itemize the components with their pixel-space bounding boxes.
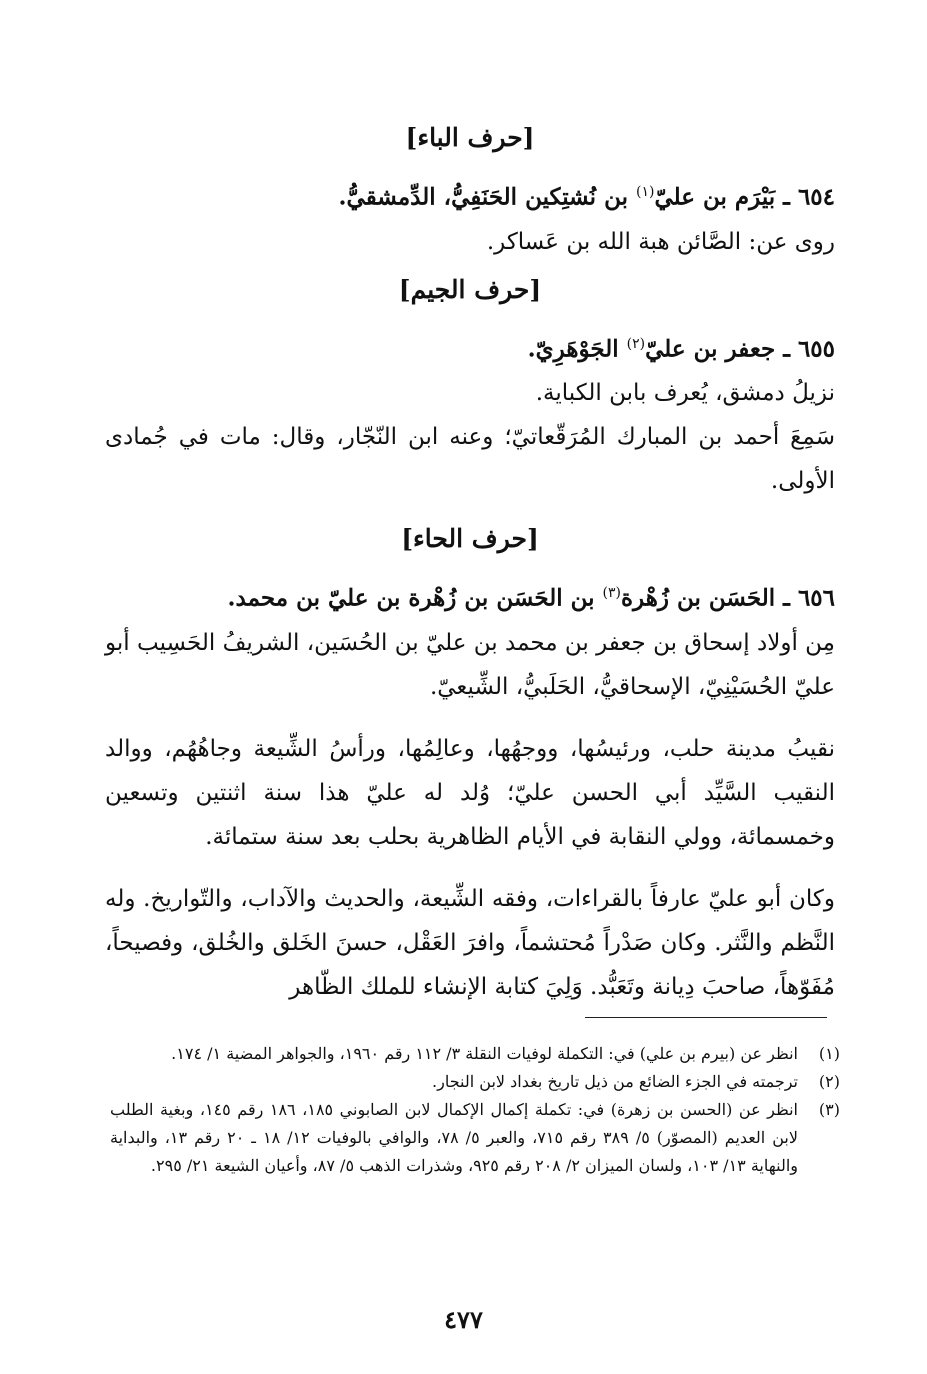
footnotes: [110, 1040, 840, 1180]
footnote-item: [110, 1040, 840, 1068]
entry-655-heading: [105, 322, 835, 372]
footnote-number: (٣): [818, 1100, 840, 1119]
entry-655-paragraph: سَمِعَ أحمد بن المبارك المُرَقّعاتيّ؛ وعنه ابن النّجّار، وقال: مات في جُمادى الأولى.: [105, 424, 835, 495]
entry-656-paragraph-3: وكان أبو عليّ عارفاً بالقراءات، وفقه الشِّيعة، والحديث والآداب، والتّواريخ. وله النَّظم والنَّثر. وكان صَدْراً مُحتشماً، وافرَ العَقْل، حسنَ الخَلق والخُلق، وفصيحاً، مُفَوّهاً، صاحبَ دِيانة وتَعَبُّد. وَلِيَ كتابة الإنشاء للملك الظّاهر: [105, 885, 835, 1000]
entry-656-paragraph-1: مِن أولاد إسحاق بن جعفر بن محمد بن عليّ بن الحُسَين، الشريفُ الحَسِيب أبو عليّ الحُسَيْنِيّ، الإسحاقيُّ، الحَلَبيُّ، الشِّيعيّ.: [105, 629, 835, 700]
footnote-ref-3[interactable]: (٣): [602, 585, 621, 602]
footnote-ref-1[interactable]: (١): [636, 184, 655, 200]
entry-656-paragraph-2: نقيبُ مدينة حلب، ورئيسُها، ووجهُها، وعالِمُها، ورأسُ الشِّيعة وجاهُهُم، ووالد النقيب السَّيِّد أبي الحسن عليّ؛ وُلد له عليّ هذا سنة اثنتين وتسعين وخمسمائة، وولي النقابة في الأيام الظاهرية بحلب بعد سنة ستمائة.: [105, 735, 835, 850]
paragraph-gap: [105, 863, 835, 877]
entry-654-title: ٦٥٤ ـ بَيْرَم بن عليّ: [654, 183, 835, 211]
footnote-number: (٢): [818, 1072, 840, 1091]
entry-656-heading: [105, 571, 835, 621]
page-number: ٤٧٧: [444, 1305, 483, 1334]
footnote-separator: [585, 1017, 827, 1018]
entry-656-title-rest: بن الحَسَن بن زُهْرة بن عليّ بن محمد.: [227, 584, 603, 612]
section-heading-ba: [حرف الباء]: [405, 123, 535, 152]
page-body: [105, 112, 835, 1013]
section-heading-jim: [حرف الجيم]: [398, 274, 542, 304]
entry-656-title: ٦٥٦ ـ الحَسَن بن زُهْرة: [621, 584, 835, 612]
footnote-item: [110, 1068, 840, 1096]
entry-654-heading: [105, 170, 835, 220]
paragraph-gap: [105, 713, 835, 727]
footnote-text: انظر عن (بيرم بن علي) في: التكملة لوفيات النقلة ٣/ ١١٢ رقم ١٩٦٠، والجواهر المضية ١/ ١٧٤.: [171, 1044, 798, 1063]
footnote-item: [110, 1096, 840, 1180]
footnote-text: ترجمته في الجزء الضائع من ذيل تاريخ بغداد لابن النجار.: [432, 1072, 798, 1091]
entry-655-title-rest: الجَوْهَرِيّ.: [527, 335, 627, 363]
section-heading-ha: [حرف الحاء]: [401, 524, 539, 554]
entry-654-title-rest: بن نُشتِكين الحَنَفِيُّ، الدِّمشقيُّ.: [338, 183, 636, 211]
entry-655-title: ٦٥٥ ـ جعفر بن عليّ: [645, 335, 835, 363]
footnote-text: انظر عن (الحسن بن زهرة) في: تكملة إكمال الإكمال لابن الصابوني ١٨٥، ١٨٦ رقم ١٤٥، وبغية الطلب لابن العديم (المصوّر) ٥/ ٣٨٩ رقم ٧١٥، والعبر ٥/ ٧٨، والوافي بالوفيات ١٢/ ١٨ ـ ٢٠ رقم ١٣، والبداية والنهاية ١٣/ ١٠٣، ولسان الميزان ٢/ ٢٠٨ رقم ٩٢٥، وشذرات الذهب ٥/ ٨٧، وأعيان الشيعة ٢١/ ٢٩٥.: [110, 1100, 799, 1175]
entry-655-residence: نزيلُ دمشق، يُعرف بابن الكباية.: [535, 380, 835, 407]
entry-654-narration: روى عن: الصَّائن هبة الله بن عَساكر.: [486, 228, 835, 255]
footnote-number: (١): [818, 1044, 840, 1063]
footnote-ref-2[interactable]: (٢): [626, 335, 646, 352]
